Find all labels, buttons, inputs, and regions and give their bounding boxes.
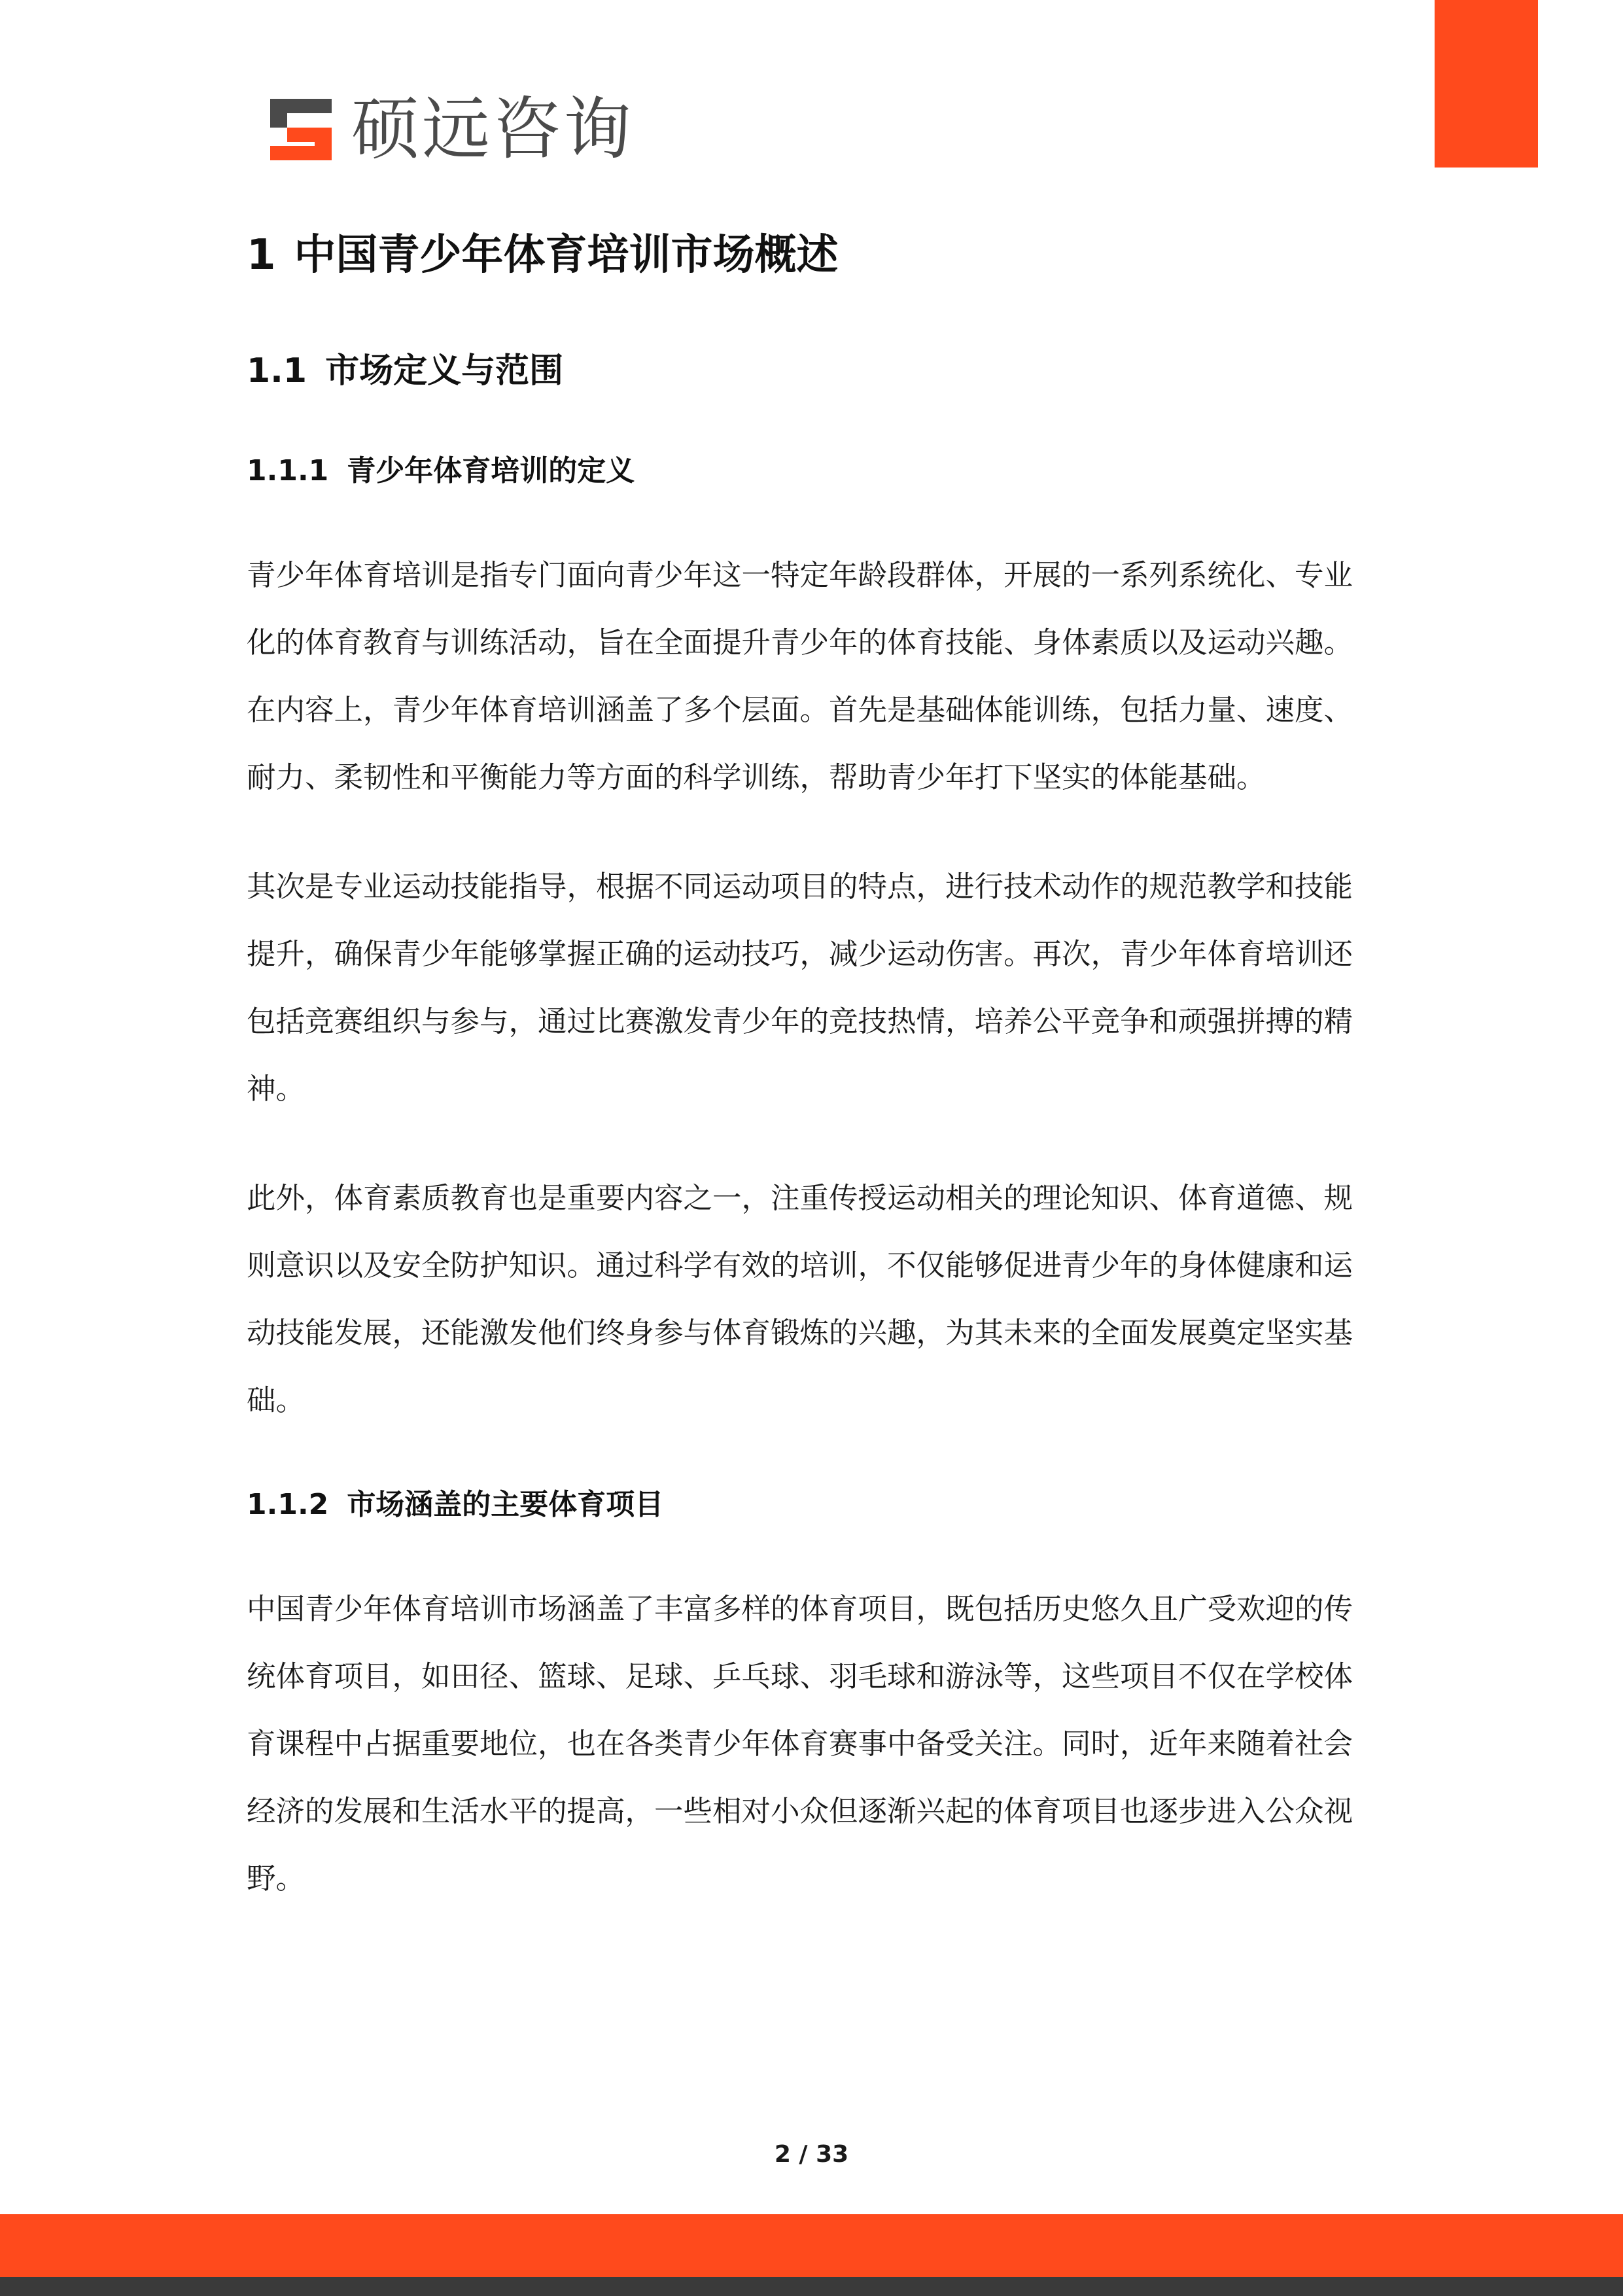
footer-accent-bar [0, 2214, 1623, 2277]
subsection-title: 市场涵盖的主要体育项目 [347, 1488, 664, 1521]
subsection-title: 青少年体育培训的定义 [347, 454, 635, 487]
paragraph: 青少年体育培训是指专门面向青少年这一特定年龄段群体，开展的一系列系统化、专业化的体育教育与训练活动，旨在全面提升青少年的体育技能、身体素质以及运动兴趣。在内容上，青少年体育培训涵盖了多个层面。首先是基础体能训练，包括力量、速度、耐力、柔韧性和平衡能力等方面的科学训练，帮助青少年打下坚实的体能基础。 [247, 559, 1353, 794]
section-number: 1.1 [247, 351, 307, 391]
section-title: 市场定义与范围 [325, 351, 564, 391]
shuoyuan-logo-icon [265, 94, 337, 166]
page-number: 2 / 33 [774, 2141, 849, 2168]
subsection-heading-1-1-2 [247, 1479, 1359, 1531]
company-logo [265, 89, 635, 169]
section-heading [247, 342, 1359, 400]
chapter-heading [247, 216, 1359, 294]
paragraph: 其次是专业运动技能指导，根据不同运动项目的特点，进行技术动作的规范教学和技能提升，确保青少年能够掌握正确的运动技巧，减少运动伤害。再次，青少年体育培训还包括竞赛组织与参与，通过比赛激发青少年的竞技热情，培养公平竞争和顽强拼搏的精神。 [247, 870, 1353, 1106]
chapter-title: 中国青少年体育培训市场概述 [294, 231, 839, 279]
corner-accent-tab [1435, 0, 1538, 168]
subsection-number: 1.1.1 [247, 454, 329, 487]
paragraph: 此外，体育素质教育也是重要内容之一，注重传授运动相关的理论知识、体育道德、规则意识以及安全防护知识。通过科学有效的培训，不仅能够促进青少年的身体健康和运动技能发展，还能激发他们终身参与体育锻炼的兴趣，为其未来的全面发展奠定坚实基础。 [247, 1182, 1353, 1417]
footer-dark-strip [0, 2277, 1623, 2296]
document-body [247, 216, 1359, 1913]
subsection-number: 1.1.2 [247, 1488, 329, 1521]
subsection-heading-1-1-1 [247, 445, 1359, 497]
paragraph: 中国青少年体育培训市场涵盖了丰富多样的体育项目，既包括历史悠久且广受欢迎的传统体育项目，如田径、篮球、足球、乒乓球、羽毛球和游泳等，这些项目不仅在学校体育课程中占据重要地位，也在各类青少年体育赛事中备受关注。同时，近年来随着社会经济的发展和生活水平的提高，一些相对小众但逐渐兴起的体育项目也逐步进入公众视野。 [247, 1593, 1353, 1896]
chapter-number: 1 [247, 231, 276, 279]
logo-text: 硕远咨询 [351, 89, 635, 169]
